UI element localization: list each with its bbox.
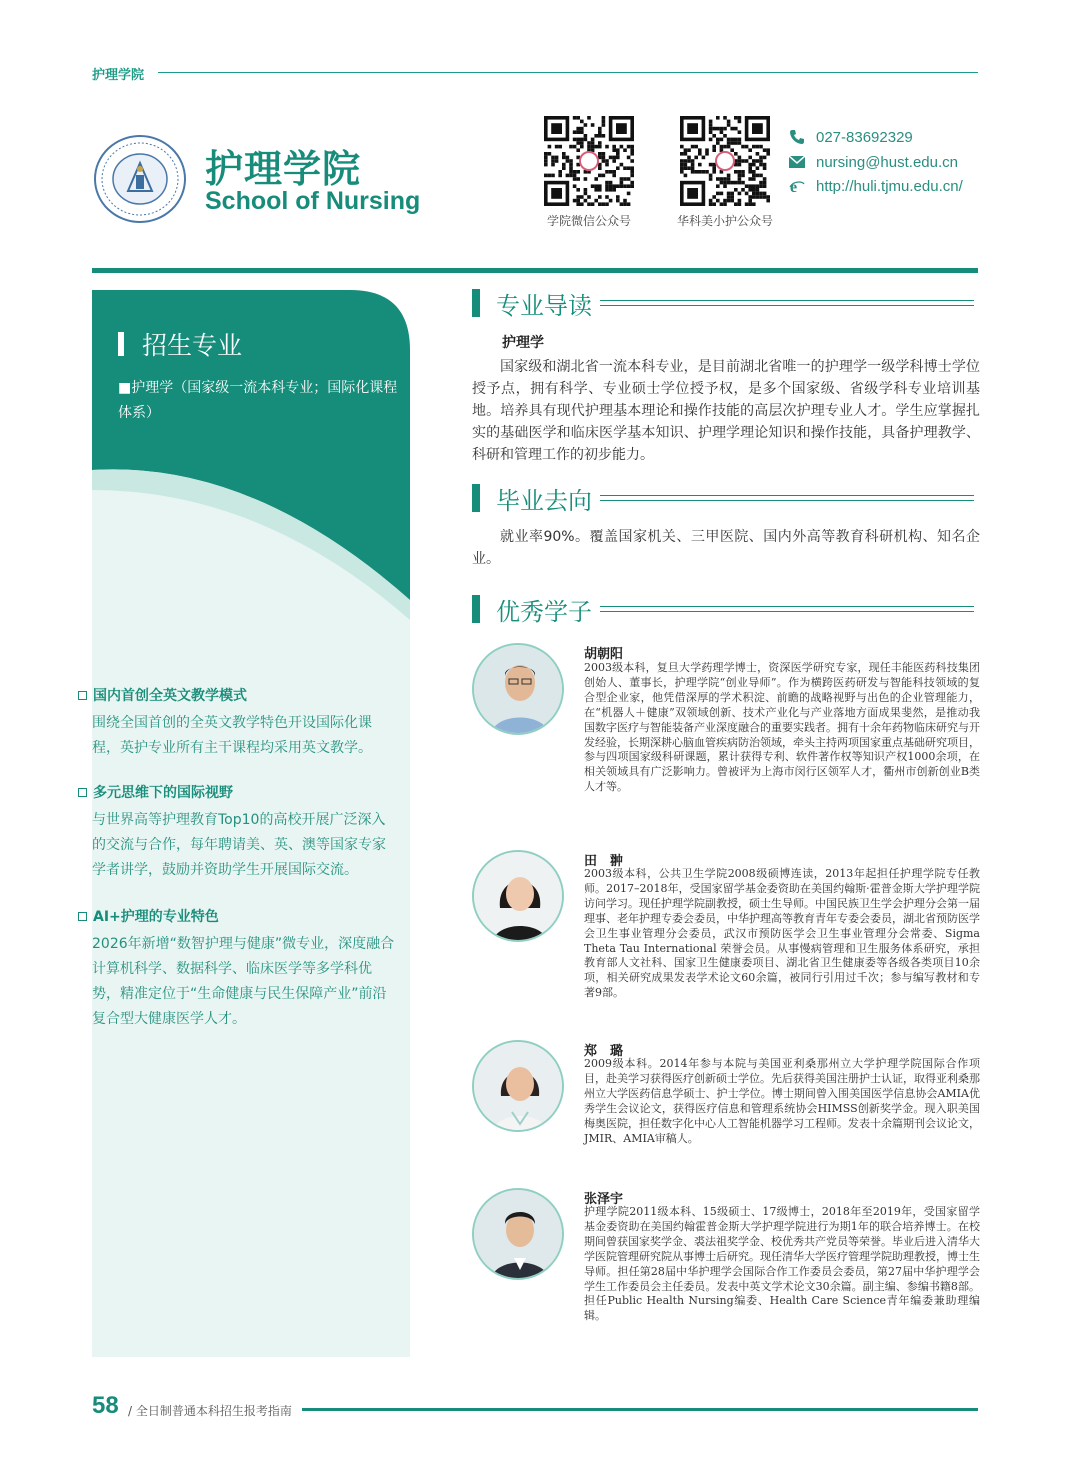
student-name: 田 翀	[584, 854, 624, 869]
feature-item	[78, 782, 398, 883]
feature-item	[78, 906, 398, 1032]
intro-paragraph: 国家级和湖北省一流本科专业，是目前湖北省唯一的护理学一级学科博士学位授予点，拥有科学、专业硕士学位授予权，是多个国家级、省级学科专业培训基地。培养具有现代护理基本理论和操作技能的高层次护理专业人才。学生应掌握扎实的基础医学和临床医学基本知识、护理学理论知识和操作技能，具备护理教学、科研和管理工作的初步能力。	[472, 359, 980, 463]
bullet-icon	[78, 788, 87, 797]
bullet-icon	[78, 691, 87, 700]
contact-website	[788, 177, 963, 195]
student-bio: 护理学院2011级本科、15级硕士、17级博士，2018年至2019年，受国家留学基金委资助在美国约翰霍普金斯大学护理学院进行为期1年的联合培养博士。在校期间曾获国家奖学金、裘法祖奖学金、校优秀共产党员等荣誉。毕业后进入清华大学医院管理研究院从事博士后研究。现任清华大学医疗管理学院助理教授，博士生导师。担任第28届中华护理学会国际合作工作委员会委员，第27届中华护理学会学生工作委员会主任委员。发表中英文学术论文30余篇。副主编、参编书籍8部。担任Public Health Nursing编委、Health Care Science青年编委兼助理编辑。	[584, 1205, 980, 1323]
major-list: ■护理学（国家级一流本科专业；国际化课程体系）	[118, 380, 398, 421]
bullet-icon	[78, 912, 87, 921]
section-heading-intro: 专业导读	[472, 286, 974, 320]
feature-body: 2026年新增“数智护理与健康”微专业，深度融合计算机科学、数据科学、临床医学等多学科优势，精准定位于“生命健康与民生保障产业”前沿复合型大健康医学人才。	[92, 936, 395, 1027]
feature-item	[78, 685, 398, 761]
footer-rule	[302, 1408, 978, 1411]
heading-rule	[600, 606, 974, 612]
heading-rule	[600, 495, 974, 501]
career-paragraph: 就业率90%。覆盖国家机关、三甲医院、国内外高等教育科研机构、知名企业。	[472, 529, 980, 567]
student-bio: 2009级本科。2014年参与本院与美国亚利桑那州立大学护理学院国际合作项目，赴美学习获得医疗创新硕士学位。先后获得美国注册护士认证，取得亚利桑那州立大学医药信息学硕士、护士学位。博士期间曾入围美国医学信息协会AMIA优秀学生会议论文，获得医疗信息和管理系统协会HIMSS创新奖学金。现入职美国梅奥医院，担任数字化中心人工智能机器学习工程师。发表十余篇期刊会议论文，JMIR、AMIA审稿人。	[584, 1057, 980, 1145]
qr-caption: 华科美小护公众号	[676, 214, 773, 228]
browser-icon	[788, 177, 806, 195]
student-portrait	[472, 643, 564, 735]
email-link[interactable]: nursing@hust.edu.cn	[816, 153, 958, 171]
student-name: 郑 璐	[584, 1044, 624, 1059]
page-number: 58	[92, 1392, 119, 1419]
website-link[interactable]: http://huli.tjmu.edu.cn/	[816, 177, 963, 195]
student-name: 胡朝阳	[584, 647, 624, 662]
major-name: 护理学	[502, 335, 544, 351]
student-bio: 2003级本科，公共卫生学院2008级硕博连读，2013年起担任护理学院专任教师。2017–2018年，受国家留学基金委资助在美国约翰斯·霍普金斯大学护理学院访问学习。现任护理学院副教授，硕士生导师。中国民族卫生学会护理分会第一届理事、老年护理专委会委员，中华护理高等教育青年专委会委员，湖北省预防医学会卫生事业管理分会委员，武汉市预防医学会卫生事业管理分会常委、Sigma Theta Tau International 荣誉会员。从事慢病管理和卫生服务体系研究，承担教育部人文社科、国家卫生健康委项目、湖北省卫生健康委等各级各类项目10余项，相关研究成果发表学术论文60余篇，被同行引用过千次；参与编写教材和专著9部。	[584, 867, 980, 1000]
feature-body: 与世界高等护理教育Top10的高校开展广泛深入的交流与合作，每年聘请美、英、澳等国家专家学者讲学，鼓励并资助学生开展国际交流。	[92, 812, 386, 878]
sidebar-title	[118, 326, 242, 362]
heading-accent-bar	[472, 484, 480, 512]
feature-body: 围绕全国首创的全英文教学特色开设国际化课程，英护专业所有主干课程均采用英文教学。	[92, 715, 372, 756]
phone-number: 027-83692329	[816, 128, 913, 146]
sidebar-title-text: 招生专业	[142, 331, 243, 360]
section-divider	[92, 268, 978, 273]
feature-heading: 多元思维下的国际视野	[78, 782, 398, 802]
wechat-qr-code-icon	[680, 116, 770, 206]
student-bio: 2003级本科，复旦大学药理学博士，资深医学研究专家，现任丰能医药科技集团创始人、董事长，护理学院“创业导师”。作为横跨医药研发与智能科技领域的复合型企业家，他凭借深厚的学术积淀、前瞻的战略视野与出色的企业管理能力，在“机器人＋健康”双领域创新、技术产业化与产业落地方面成果斐然，是推动我国数字医疗与智能装备产业深度融合的重要实践者。拥有十余年药物临床研究与开发经验，长期深耕心脑血管疾病防治领域，牵头主持两项国家重点基础研究项目，参与四项国家级科研课题，累计获得专利、软件著作权等知识产权1000余项，在相关领域具有广泛影响力。曾被评为上海市闵行区领军人才，衢州市创新创业B类人才等。	[584, 661, 980, 794]
page-title: 护理学院	[205, 147, 362, 191]
footer-title: / 全日制普通本科招生报考指南	[128, 1404, 292, 1418]
section-heading-students: 优秀学子	[472, 592, 974, 626]
section-heading-career: 毕业去向	[472, 481, 974, 515]
student-portrait	[472, 1188, 564, 1280]
svg-text:e: e	[790, 179, 798, 194]
heading-accent-bar	[472, 289, 480, 317]
header-rule	[158, 72, 978, 73]
email-icon	[788, 153, 806, 171]
wechat-qr-code-icon	[544, 116, 634, 206]
phone-icon	[788, 128, 806, 146]
title-accent-bar	[118, 332, 124, 356]
page-section-tag: 护理学院	[92, 68, 145, 83]
contact-phone	[788, 128, 913, 146]
student-portrait	[472, 850, 564, 942]
heading-accent-bar	[472, 595, 480, 623]
page-title-english: School of Nursing	[205, 187, 421, 215]
contact-email	[788, 153, 958, 171]
student-portrait	[472, 1040, 564, 1132]
student-name: 张泽宇	[584, 1192, 624, 1207]
school-emblem-icon	[92, 133, 188, 225]
feature-heading: 国内首创全英文教学模式	[78, 685, 398, 705]
qr-caption: 学院微信公众号	[546, 214, 631, 228]
heading-rule	[600, 300, 974, 306]
feature-heading: AI+护理的专业特色	[78, 906, 398, 926]
